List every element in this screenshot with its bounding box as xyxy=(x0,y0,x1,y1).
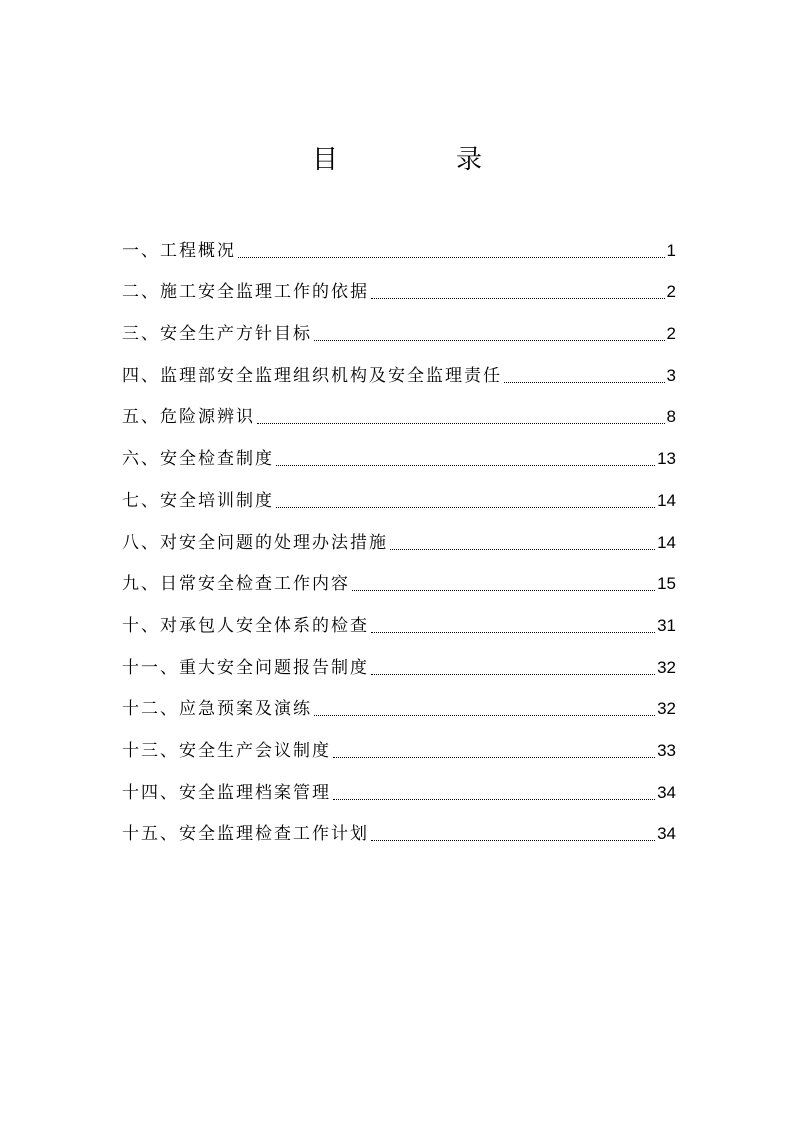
toc-entry-label: 十三、安全生产会议制度 xyxy=(122,740,331,761)
toc-dot-leader xyxy=(371,297,665,299)
toc-page-number: 1 xyxy=(666,240,676,260)
toc-dot-leader xyxy=(504,381,665,383)
toc-entry-label: 十、对承包人安全体系的检查 xyxy=(122,615,369,636)
toc-entry[interactable] xyxy=(122,347,676,389)
toc-dot-leader xyxy=(390,548,655,550)
toc-entry[interactable] xyxy=(122,389,676,431)
toc-page-number: 32 xyxy=(657,657,676,677)
toc-entry-label: 二、施工安全监理工作的依据 xyxy=(122,282,369,303)
toc-entry-label: 四、监理部安全监理组织机构及安全监理责任 xyxy=(122,365,502,386)
toc-page-number: 14 xyxy=(657,490,676,510)
toc-page-number: 8 xyxy=(666,407,676,427)
toc-page-number: 3 xyxy=(666,365,676,385)
toc-entry-label: 十四、安全监理档案管理 xyxy=(122,782,331,803)
toc-entry[interactable] xyxy=(122,597,676,639)
toc-dot-leader xyxy=(333,756,655,758)
toc-dot-leader xyxy=(276,506,655,508)
toc-entry[interactable] xyxy=(122,264,676,306)
toc-page-number: 15 xyxy=(657,574,676,594)
toc-dot-leader xyxy=(276,464,655,466)
toc-entry[interactable] xyxy=(122,222,676,264)
toc-title-char-1: 目 xyxy=(312,145,339,175)
toc-page-number: 33 xyxy=(657,740,676,760)
toc-title-char-2: 录 xyxy=(456,145,483,175)
toc-dot-leader xyxy=(238,256,665,258)
toc-page-number: 14 xyxy=(657,532,676,552)
toc-entry[interactable] xyxy=(122,764,676,806)
toc-entry-label: 八、对安全问题的处理办法措施 xyxy=(122,532,388,553)
toc-entry[interactable] xyxy=(122,681,676,723)
toc-entry[interactable] xyxy=(122,472,676,514)
toc-page-number: 34 xyxy=(657,824,676,844)
toc-entry[interactable] xyxy=(122,430,676,472)
toc-page-number: 2 xyxy=(666,282,676,302)
toc-dot-leader xyxy=(371,673,655,675)
toc-dot-leader xyxy=(257,422,665,424)
toc-page-number: 34 xyxy=(657,782,676,802)
toc-dot-leader xyxy=(352,589,655,591)
toc-entry-label: 十五、安全监理检查工作计划 xyxy=(122,824,369,845)
toc-entry-label: 六、安全检查制度 xyxy=(122,449,274,470)
toc-entry-label: 九、日常安全检查工作内容 xyxy=(122,574,350,595)
toc-dot-leader xyxy=(314,714,655,716)
toc-entry-label: 七、安全培训制度 xyxy=(122,490,274,511)
toc-entry-label: 三、安全生产方针目标 xyxy=(122,324,312,345)
toc-entry-label: 十二、应急预案及演练 xyxy=(122,699,312,720)
toc-dot-leader xyxy=(333,798,655,800)
toc-entry-label: 一、工程概况 xyxy=(122,240,236,261)
toc-entry-label: 五、危险源辨识 xyxy=(122,407,255,428)
toc-page-number: 13 xyxy=(657,449,676,469)
toc-dot-leader xyxy=(371,839,655,841)
toc-entry[interactable] xyxy=(122,514,676,556)
toc-entry[interactable] xyxy=(122,722,676,764)
toc-entry[interactable] xyxy=(122,305,676,347)
toc-entry[interactable] xyxy=(122,556,676,598)
toc-entry-label: 十一、重大安全问题报告制度 xyxy=(122,657,369,678)
toc-page-number: 31 xyxy=(657,615,676,635)
toc-entry[interactable] xyxy=(122,639,676,681)
toc-page-number: 2 xyxy=(666,324,676,344)
table-of-contents xyxy=(122,222,676,847)
toc-dot-leader xyxy=(314,339,665,341)
toc-entry[interactable] xyxy=(122,806,676,848)
toc-title xyxy=(0,140,794,180)
toc-dot-leader xyxy=(371,631,655,633)
toc-page-number: 32 xyxy=(657,699,676,719)
